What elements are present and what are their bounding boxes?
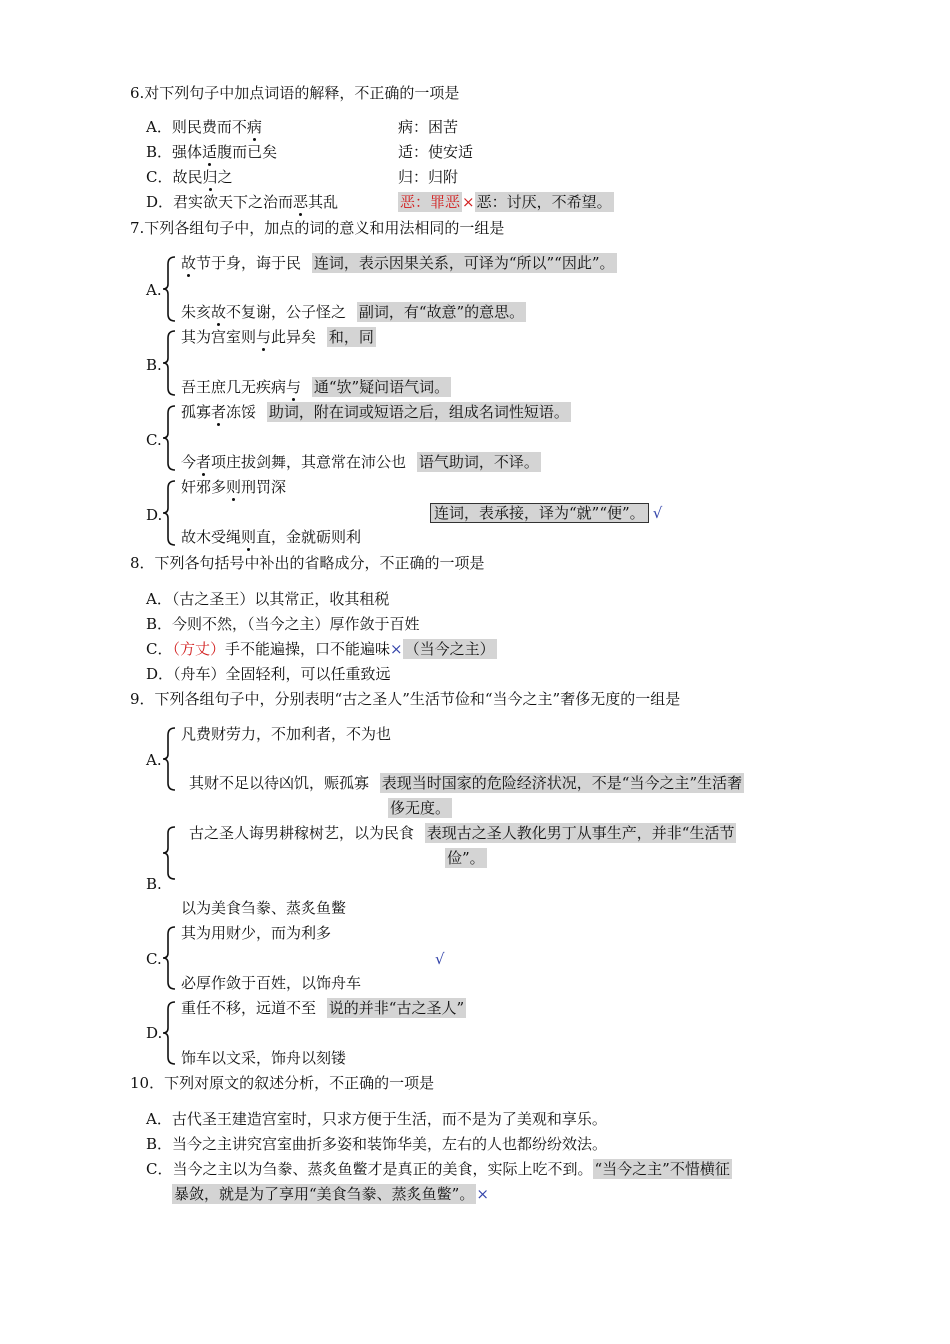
teacher-note: 表现当时国家的危险经济状况，不是“当今之主”生活奢 — [381, 774, 743, 792]
q6-option-b: B．强体适腹而已矣 — [146, 143, 278, 161]
cross-mark: × — [462, 193, 475, 211]
brace-icon — [161, 256, 177, 322]
q10-option-b: B．当今之主讲究宫室曲折多姿和装饰华美，左右的人也都纷纷效法。 — [146, 1135, 608, 1153]
brace-icon — [161, 405, 177, 471]
q6-option-c-gloss: 归：归附 — [398, 168, 459, 186]
teacher-note: 副词，有“故意”的意思。 — [358, 303, 525, 321]
q7-option-a-sentence-1: 故节于身，诲于民 连词，表示因果关系，可译为“所以”“因此”。 — [181, 254, 615, 272]
q7-option-d-letter: D. — [146, 506, 163, 524]
q9-option-c-sentence-1: 其为用财少，而为利多 — [181, 924, 332, 942]
q7-option-a-letter: A. — [146, 281, 162, 299]
dotted-word: 者 — [196, 453, 212, 471]
dotted-word: 与 — [256, 328, 272, 346]
dotted-word: 适 — [202, 143, 218, 161]
q7-option-d-note — [430, 503, 662, 523]
q9-stem: 9．下列各组句子中，分别表明“古之圣人”生活节俭和“当今之主”奢侈无度的一组是 — [130, 690, 681, 708]
q9-option-a-sentence-2: 其财不足以待凶饥，赈孤寡 表现当时国家的危险经济状况，不是“当今之主”生活奢 — [189, 774, 743, 792]
teacher-note: 连词，表示因果关系，可译为“所以”“因此”。 — [313, 254, 615, 272]
q10-option-c-note-cont — [172, 1184, 489, 1204]
teacher-note: （当今之主） — [404, 640, 495, 658]
q9-option-c-letter: C. — [146, 950, 162, 968]
q7-stem: 7.下列各组句子中，加点的词的意义和用法相同的一组是 — [130, 219, 505, 237]
q7-option-d-sentence-2: 故木受绳则直，金就砺则利 — [181, 528, 362, 546]
brace-icon — [161, 1001, 177, 1065]
teacher-note: “当今之主”不惜横征 — [594, 1160, 730, 1178]
q7-option-b-sentence-2: 吾王庶几无疾病与 通“欤”疑问语气词。 — [181, 378, 450, 396]
q8-option-d: D．（舟车）全固轻利，可以任重致远 — [146, 665, 391, 683]
teacher-note-boxed: 连词，表承接，译为“就”“便”。 — [430, 503, 649, 523]
teacher-note: 暴敛，就是为了享用“美食刍豢、蒸炙鱼鳖”。 — [174, 1185, 475, 1203]
q9-option-a-sentence-1: 凡费财劳力，不加利者，不为也 — [181, 725, 392, 743]
q7-option-b-sentence-1: 其为宫室则与此异矣 和，同 — [181, 328, 374, 346]
dotted-word: 故 — [211, 303, 227, 321]
q6-stem: 6.对下列句子中加点词语的解释，不正确的一项是 — [130, 84, 460, 102]
teacher-note: 助词，附在词或短语之后，组成名词性短语。 — [268, 403, 569, 421]
teacher-note: 和，同 — [328, 328, 374, 346]
cross-mark: × — [476, 1185, 489, 1203]
q9-option-d-sentence-1: 重任不移，远道不至 说的并非“古之圣人” — [181, 999, 465, 1017]
dotted-word: 病 — [246, 118, 262, 136]
q9-option-a-letter: A. — [146, 751, 162, 769]
q6-option-a: A．则民费而不病 — [146, 118, 262, 136]
check-mark: √ — [435, 950, 445, 968]
red-supplement: （方丈） — [172, 640, 225, 658]
q9-option-d-letter: D. — [146, 1024, 163, 1042]
dotted-word: 者 — [211, 403, 227, 421]
check-mark: √ — [652, 504, 663, 522]
q10-option-c: C．当今之主以为刍豢、蒸炙鱼鳖才是真正的美食，实际上吃不到。 “当今之主”不惜横征 — [146, 1160, 730, 1178]
dotted-word: 故 — [181, 254, 197, 272]
teacher-note: 通“欤”疑问语气词。 — [313, 378, 450, 396]
q8-option-c: C．（方丈）手不能遍操，口不能遍味× （当今之主） — [146, 640, 495, 658]
q9-option-b-letter: B. — [146, 875, 162, 893]
q7-option-c-letter: C. — [146, 431, 162, 449]
brace-icon — [161, 727, 177, 791]
q8-option-b: B．今则不然，（当今之主）厚作敛于百姓 — [146, 615, 420, 633]
teacher-note: 侈无度。 — [390, 799, 451, 817]
q9-option-b-sentence-2: 以为美食刍豢、蒸炙鱼鳖 — [181, 899, 347, 917]
q6-option-b-gloss: 适：使安适 — [398, 143, 474, 161]
teacher-note: 说的并非“古之圣人” — [328, 999, 465, 1017]
brace-icon — [161, 480, 177, 546]
dotted-word: 与 — [286, 378, 302, 396]
q6-option-a-gloss: 病：困苦 — [398, 118, 459, 136]
teacher-note: 俭”。 — [447, 849, 485, 867]
q7-option-a-sentence-2: 朱亥故不复谢，公子怪之 副词，有“故意”的意思。 — [181, 303, 525, 321]
q7-option-c-sentence-2: 今者项庄拔剑舞，其意常在沛公也 语气助词，不译。 — [181, 453, 539, 471]
red-gloss: 恶：罪恶 — [400, 193, 461, 211]
brace-icon — [161, 826, 177, 880]
q10-option-a: A．古代圣王建造宫室时，只求方便于生活，而不是为了美观和享乐。 — [146, 1110, 607, 1128]
dotted-word: 归 — [202, 168, 218, 186]
q10-stem: 10．下列对原文的叙述分析，不正确的一项是 — [130, 1074, 435, 1092]
q9-option-b-note-cont — [445, 848, 487, 868]
q8-option-a: A．（古之圣王）以其常正，收其租税 — [146, 590, 390, 608]
q7-option-c-sentence-1: 孤寡者冻馁 助词，附在词或短语之后，组成名词性短语。 — [181, 403, 569, 421]
dotted-word: 恶 — [293, 193, 309, 211]
dotted-word: 则 — [241, 528, 257, 546]
q9-option-d-sentence-2: 饰车以文采，饰舟以刻镂 — [181, 1049, 347, 1067]
q7-option-b-letter: B. — [146, 356, 162, 374]
teacher-note: 表现古之圣人教化男丁从事生产，并非“生活节 — [426, 824, 735, 842]
dotted-word: 则 — [226, 478, 242, 496]
cross-mark: × — [390, 640, 403, 658]
q6-option-d-gloss — [398, 192, 614, 212]
brace-icon — [161, 330, 177, 396]
teacher-note: 恶：讨厌，不希望。 — [476, 193, 612, 211]
q7-option-d-sentence-1: 奸邪多则刑罚深 — [181, 478, 287, 496]
brace-icon — [161, 926, 177, 990]
teacher-note: 语气助词，不译。 — [418, 453, 539, 471]
q9-option-a-note-cont — [388, 798, 452, 818]
q9-option-c-sentence-2: 必厚作敛于百姓，以饰舟车 — [181, 974, 362, 992]
q8-stem: 8．下列各句括号中补出的省略成分，不正确的一项是 — [130, 554, 485, 572]
q6-option-c: C．故民归之 — [146, 168, 233, 186]
q6-option-d: D．君实欲天下之治而恶其乱 — [146, 193, 339, 211]
q9-option-b-sentence-1: 古之圣人诲男耕稼树艺，以为民食 表现古之圣人教化男丁从事生产，并非“生活节 — [189, 824, 735, 842]
